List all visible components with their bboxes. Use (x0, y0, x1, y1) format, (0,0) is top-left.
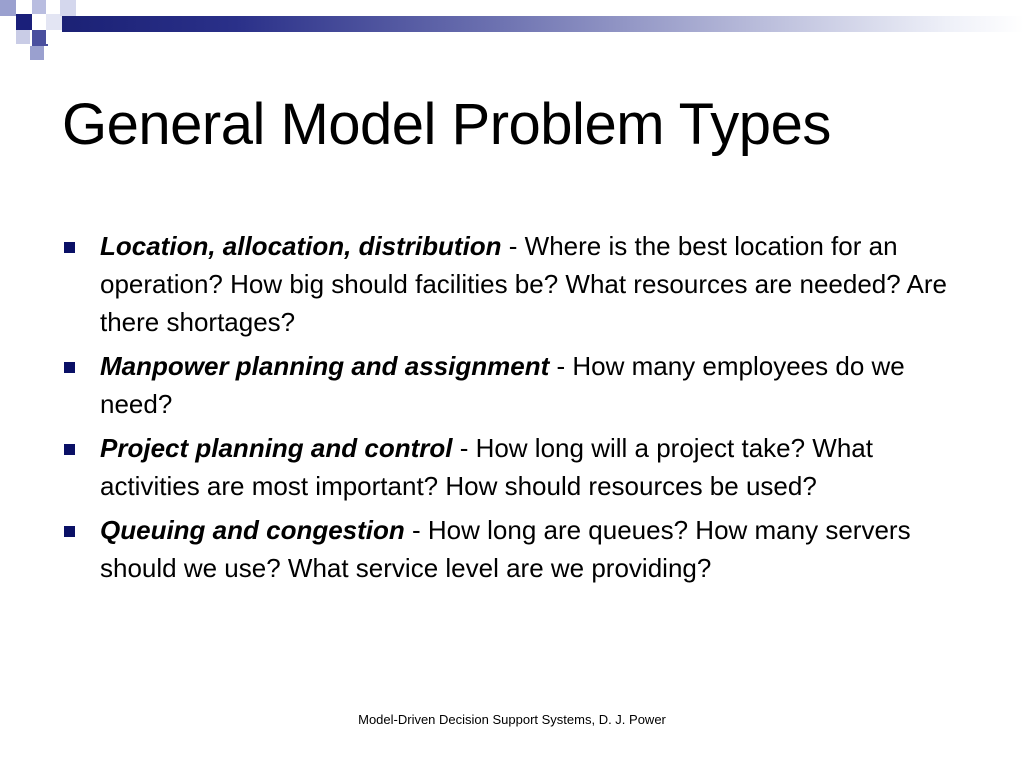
bullet-text: - How many employees do we need? (100, 351, 905, 419)
bullet-text: - How long are queues? How many servers should we use? What service level are we providing? (100, 515, 911, 583)
bullet-term: Project planning and control (100, 433, 453, 463)
square-bullet-icon (64, 362, 75, 373)
gradient-bar (62, 16, 1024, 32)
decor-square (60, 0, 76, 16)
slide-footer: Model-Driven Decision Support Systems, D. J. Power (358, 712, 666, 727)
bullet-item-manpower (62, 347, 962, 423)
decor-square (0, 0, 16, 16)
decor-square (46, 14, 62, 30)
slide-title: General Model Problem Types (62, 92, 831, 157)
bullet-term: Manpower planning and assignment (100, 351, 550, 381)
square-bullet-icon (64, 444, 75, 455)
bullet-item-project (62, 429, 962, 505)
decor-square (16, 30, 30, 44)
bullet-term: Location, allocation, distribution (100, 231, 502, 261)
square-bullet-icon (64, 526, 75, 537)
square-bullet-icon (64, 242, 75, 253)
header-decoration (0, 0, 1024, 64)
decor-square (46, 30, 60, 44)
bullet-text: - How long will a project take? What activities are most important? How should resources be used? (100, 433, 873, 501)
bullet-term: Queuing and congestion (100, 515, 405, 545)
decor-square (16, 14, 32, 30)
decor-square (30, 46, 44, 60)
bullet-list (62, 227, 962, 593)
bullet-text: - Where is the best location for an operation? How big should facilities be? What resources are needed? Are there shortages? (100, 231, 947, 337)
decor-square (32, 0, 46, 14)
bullet-item-queuing (62, 511, 962, 587)
bullet-item-location (62, 227, 962, 341)
